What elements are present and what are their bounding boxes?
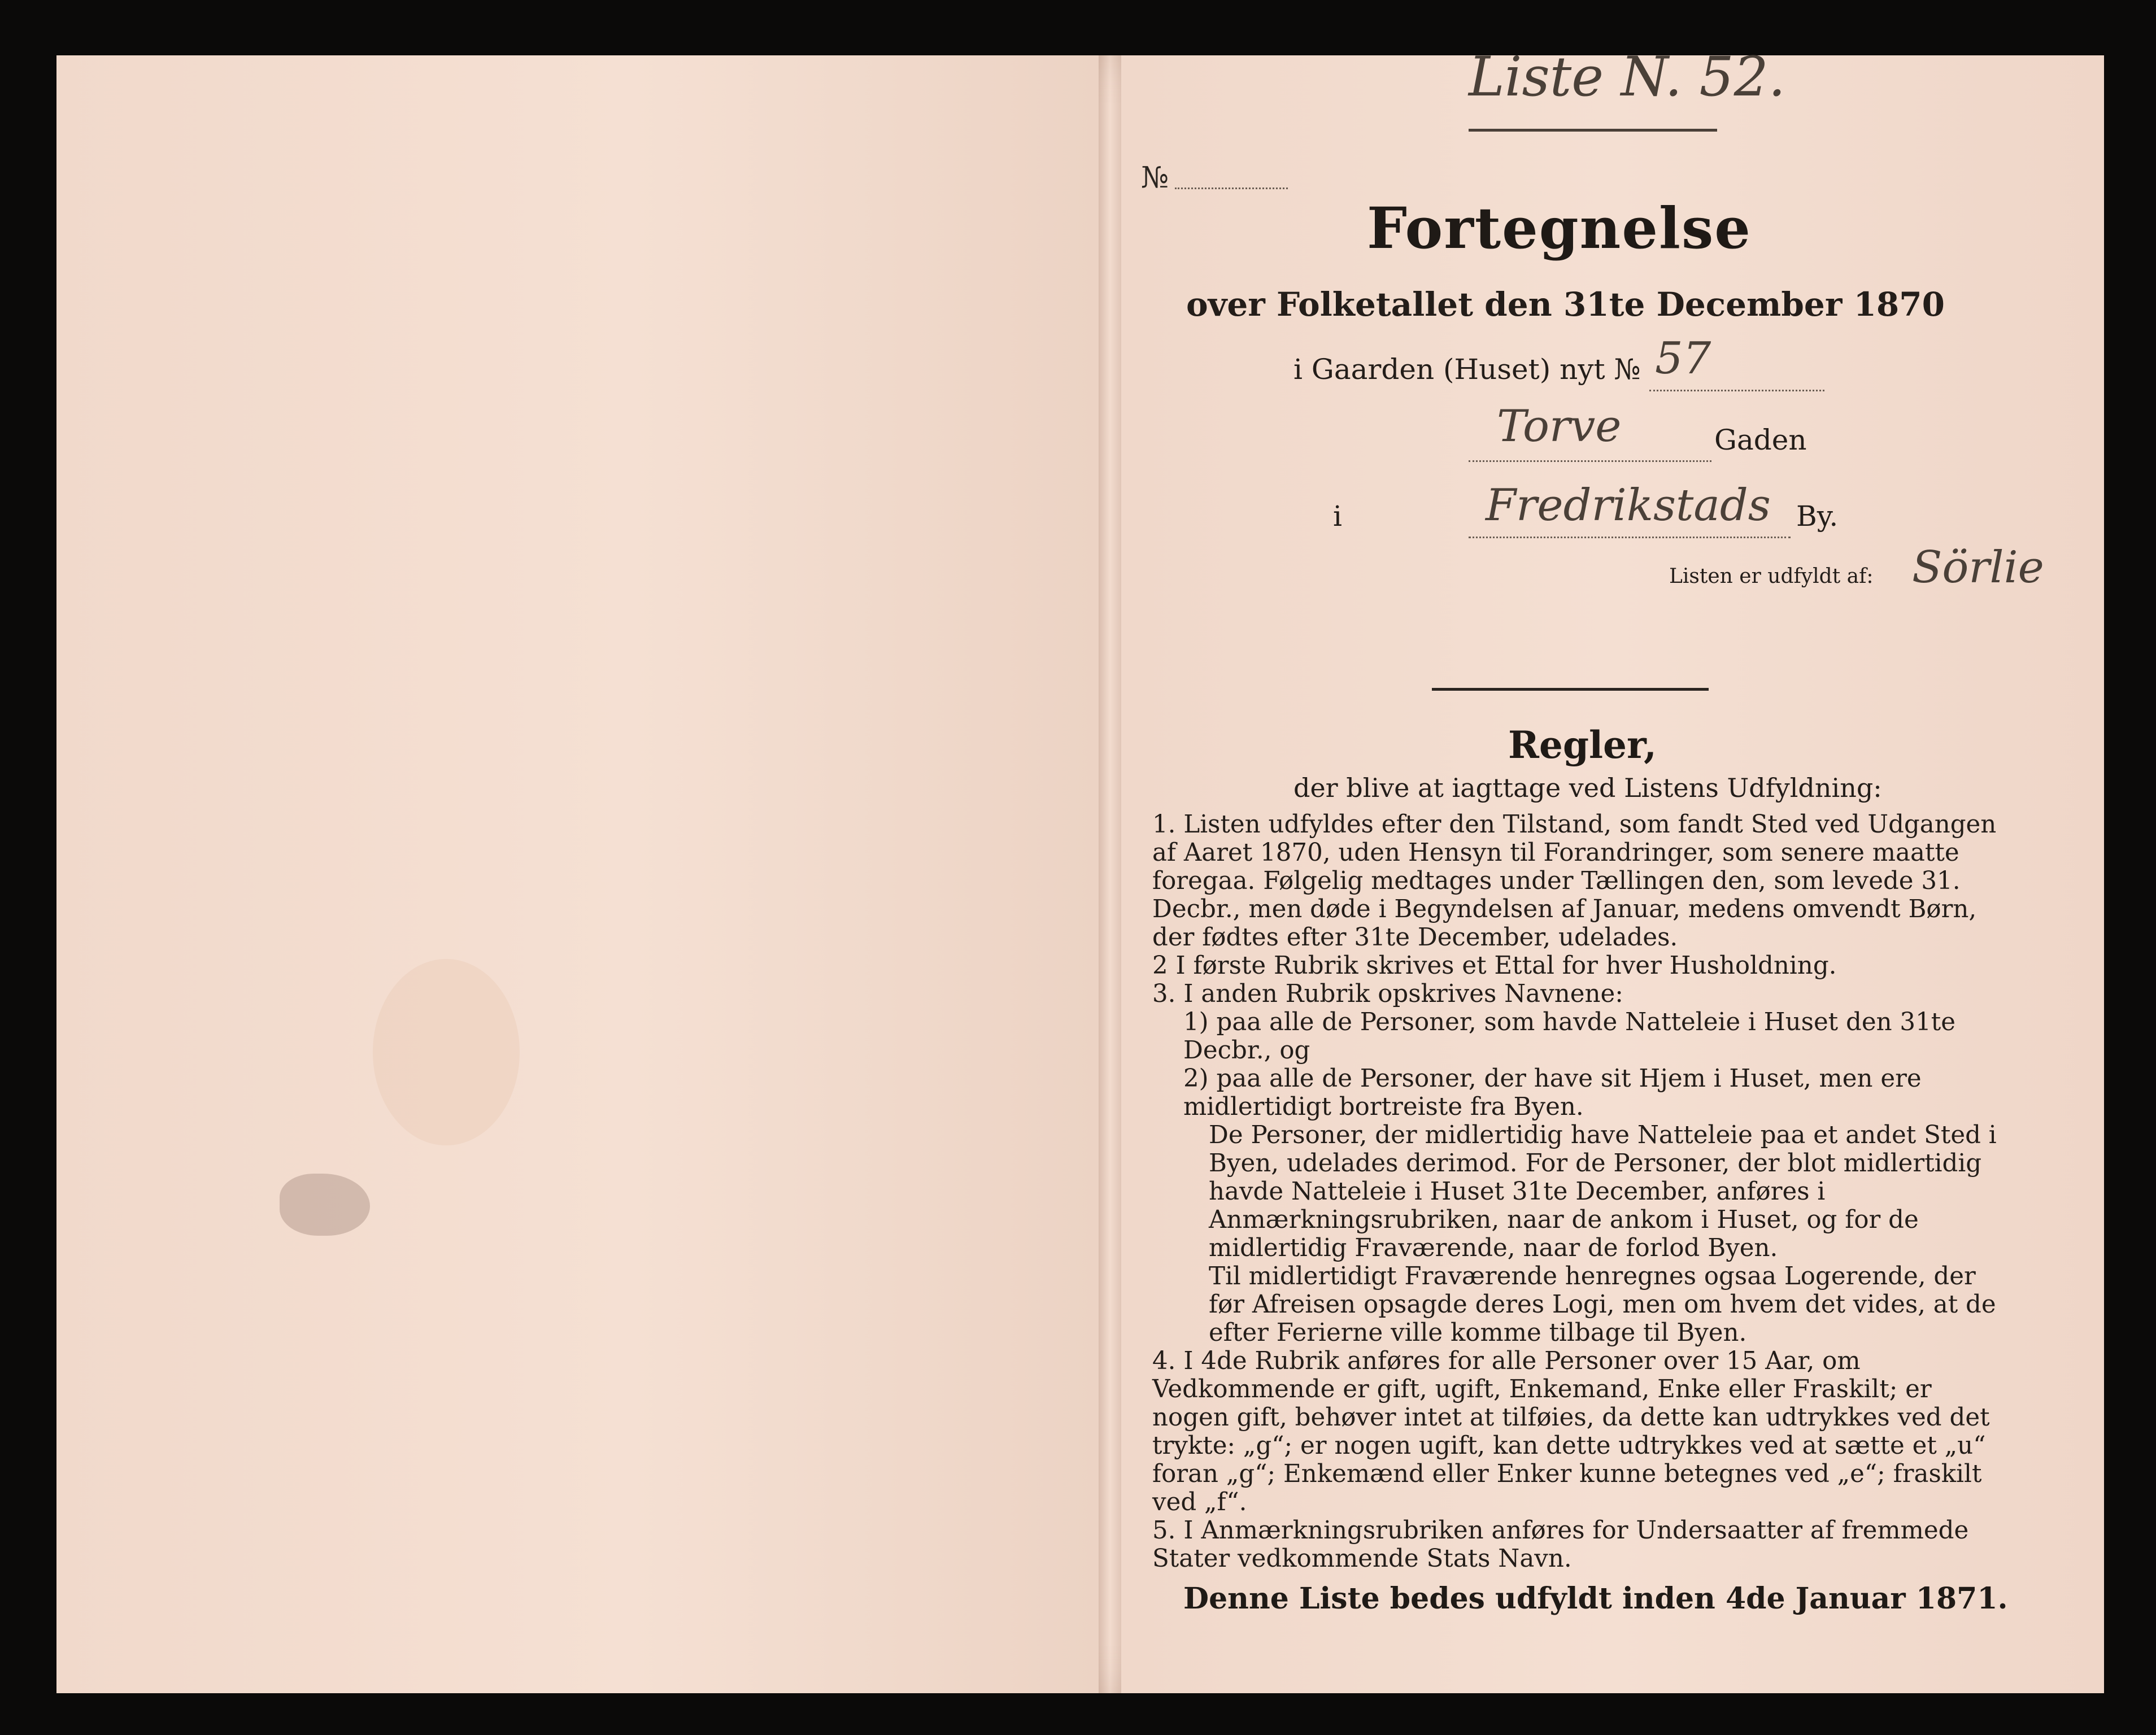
rule-3-note-a: De Personer, der midlertidig have Natteleie paa et andet Sted i Byen, udelades derimod. For de Personer, der blot midlertidig havde Natteleie i Huset 31te December, anføres i Anmærkningsrubriken, naar de ankom i Huset, og for de midlertidig Fraværende, naar de forlod Byen. [1209, 1121, 1997, 1262]
paper-discoloration [373, 959, 520, 1145]
liste-number-underline [1469, 129, 1717, 132]
rule-5: 5. I Anmærkningsrubriken anføres for Undersaatter af fremmede Stater vedkommende Stats Navn. [1152, 1516, 1969, 1573]
page-fold [1099, 55, 1121, 1693]
by-prefix: i [1333, 500, 1342, 533]
gaard-number: 57 [1655, 333, 1711, 384]
rule-4: 4. I 4de Rubrik anføres for alle Personer over 15 Aar, om Vedkommende er gift, ugift, Enkemand, Enke eller Fraskilt; er nogen gift, behøver intet at tilføies, da dette kan udtrykkes ved det trykte: „g“; er nogen ugift, kan dette udtrykkes ved at sætte et „u“ foran „g“; Enkemænd eller Enker kunne betegnes ved „e“; fraskilt ved „f“. [1152, 1347, 1990, 1516]
rule-3-1: 1) paa alle de Personer, som havde Natteleie i Huset den 31te Decbr., og [1183, 1008, 1956, 1065]
rule-1: 1. Listen udfyldes efter den Tilstand, som fandt Sted ved Udgangen af Aaret 1870, uden Hensyn til Forandringer, som senere maatte foregaa. Følgelig medtages under Tællingen den, som levede 31. Decbr., men døde i Begyndelsen af Januar, medens omvendt Børn, der fødtes efter 31te December, udelades. [1152, 810, 1997, 952]
by-fill-line [1469, 537, 1791, 538]
gade-label: Gaden [1714, 424, 1807, 456]
blank-left-page [56, 55, 1099, 1693]
paper-stain [280, 1174, 370, 1236]
gade-fill-line [1469, 460, 1711, 462]
udfyldt-name: Sörlie [1912, 542, 2044, 593]
rule-3: 3. I anden Rubrik opskrives Navnene: [1152, 980, 1623, 1008]
liste-number: Liste N. 52. [1469, 45, 1786, 108]
rule-2: 2 I første Rubrik skrives et Ettal for hver Husholdning. [1152, 952, 1837, 980]
deadline-note: Denne Liste bedes udfyldt inden 4de Januar 1871. [1183, 1581, 2008, 1616]
form-subtitle: over Folketallet den 31te December 1870 [1186, 285, 1945, 324]
section-divider [1432, 688, 1709, 691]
by-name: Fredrikstads [1486, 480, 1771, 531]
rule-3-2: 2) paa alle de Personer, der have sit Hjem i Huset, men ere midlertidigt bortreiste fra Byen. [1183, 1065, 1922, 1121]
rule-3-note-b: Til midlertidigt Fraværende henregnes ogsaa Logerende, der før Afreisen opsagde deres Logi, men om hvem det vides, at de efter Ferierne ville komme tilbage til Byen. [1209, 1262, 1996, 1347]
gade-name: Torve [1497, 401, 1622, 452]
number-blank-line [1175, 188, 1288, 189]
gaard-fill-line [1649, 390, 1824, 391]
form-title: Fortegnelse [1367, 195, 1752, 261]
udfyldt-label: Listen er udfyldt af: [1669, 565, 1874, 588]
number-sign: № [1141, 161, 1169, 195]
gaard-label: i Gaarden (Huset) nyt № [1293, 353, 1641, 386]
rules-heading: Regler, [1508, 723, 1657, 767]
rules-subheading: der blive at iagttage ved Listens Udfyldning: [1293, 773, 1882, 803]
rules-list [1152, 810, 2000, 1573]
by-label: By. [1796, 500, 1839, 533]
